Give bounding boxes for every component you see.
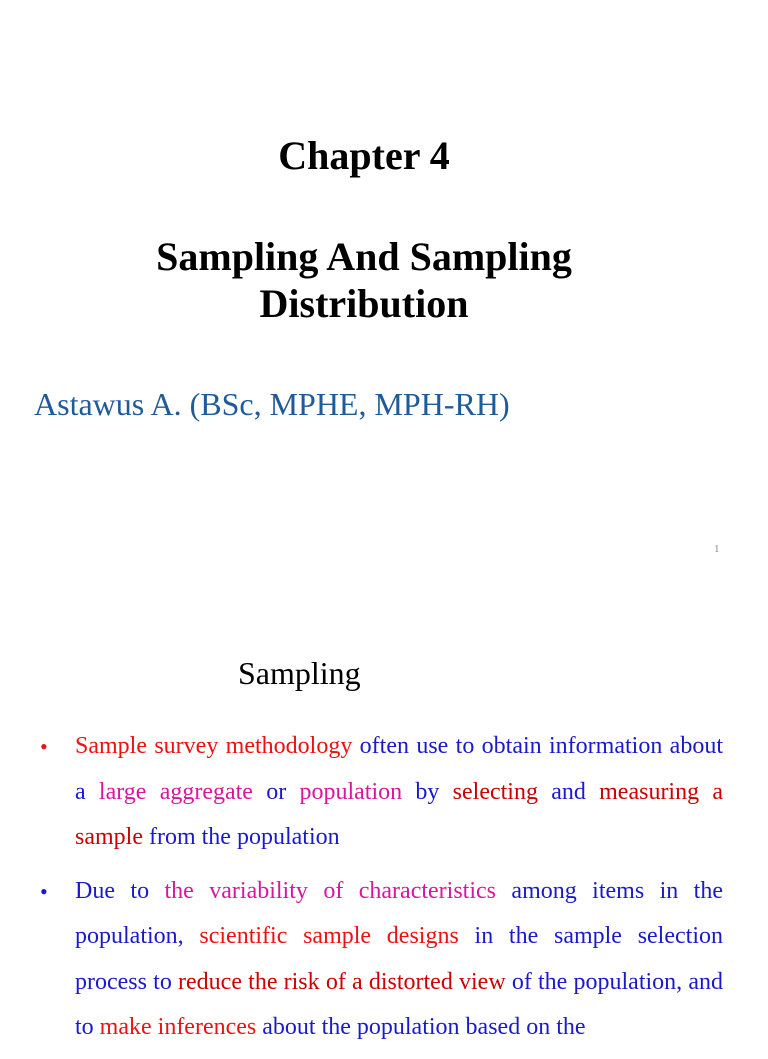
- bullet-icon: •: [40, 878, 48, 904]
- title-line-1: Sampling And Sampling: [156, 234, 572, 279]
- text-run: make inferences: [99, 1014, 263, 1040]
- text-run: the variability of characteristics: [164, 877, 512, 904]
- text-run: or: [266, 778, 300, 805]
- slide-number: 1: [714, 543, 720, 555]
- text-run: about the population based on the: [262, 1014, 586, 1040]
- text-run: large aggregate: [98, 778, 267, 805]
- text-run: measuring a sample: [75, 778, 724, 850]
- presentation-title: [0, 233, 728, 327]
- slide-heading: Sampling: [238, 655, 361, 691]
- bullet-item: [40, 724, 723, 861]
- text-run: reduce the risk of a distorted view: [178, 968, 512, 995]
- author-credit: Astawus A. (BSc, MPHE, MPH-RH): [34, 386, 510, 422]
- chapter-title: Chapter 4: [278, 133, 450, 178]
- text-run: and: [551, 778, 600, 805]
- bullet-icon: •: [40, 734, 48, 759]
- text-run: selecting: [452, 778, 552, 805]
- bullet-list: [40, 724, 723, 1059]
- text-run: scientific sample designs: [199, 923, 475, 949]
- text-run: Due to: [75, 877, 165, 904]
- text-run: from the population: [148, 824, 340, 850]
- bullet-text: [75, 733, 723, 850]
- text-run: often use to obtain information about a: [75, 733, 723, 805]
- text-run: of the population, and to: [75, 968, 723, 1040]
- text-run: population: [299, 778, 416, 805]
- text-run: Sample survey methodology: [75, 733, 360, 759]
- bullet-item: [40, 869, 723, 1051]
- bullet-text: [75, 878, 723, 1041]
- text-run: by: [415, 778, 453, 805]
- title-line-2: Distribution: [259, 281, 469, 326]
- text-run: among items in the population,: [75, 877, 724, 949]
- text-run: in the sample selection process to: [75, 923, 723, 995]
- sampling-slide: [0, 576, 768, 1040]
